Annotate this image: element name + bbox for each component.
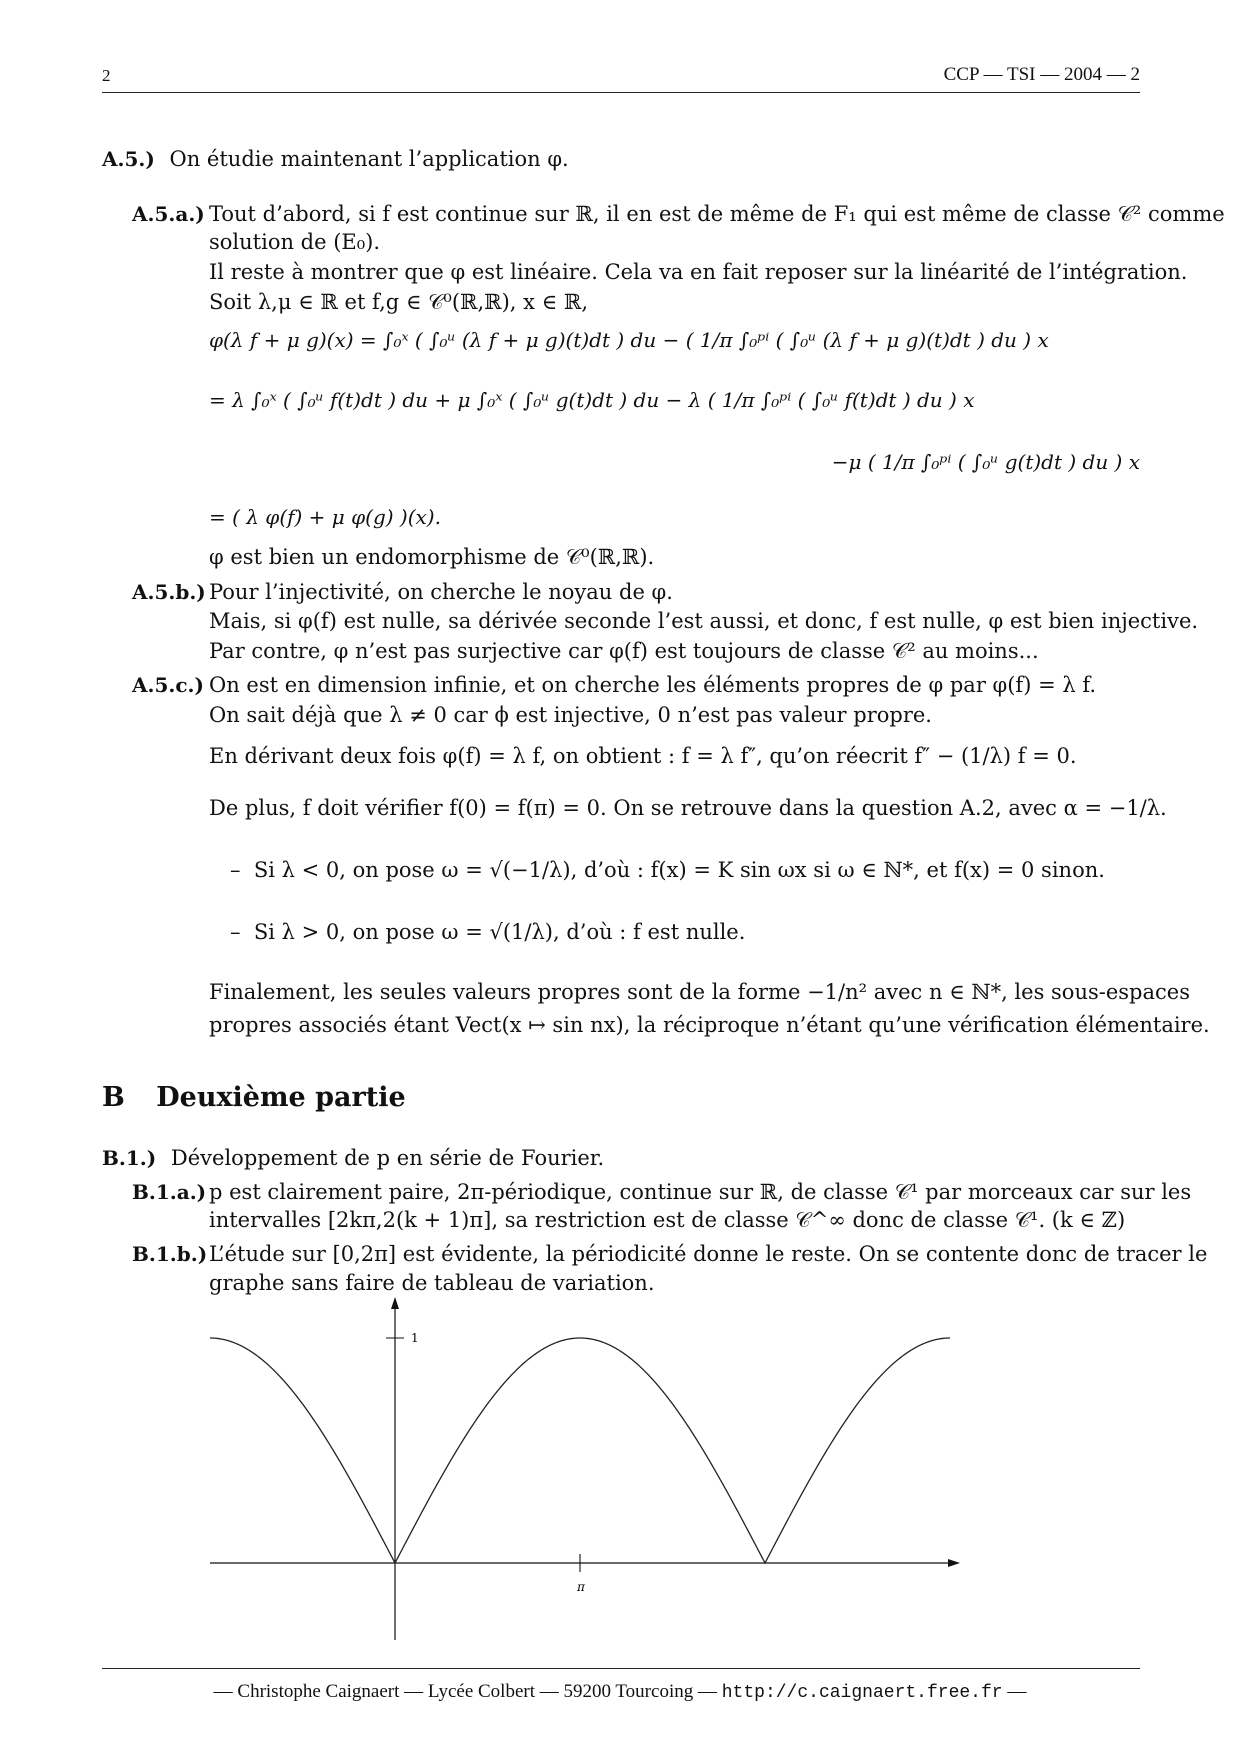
bullet-dash: – bbox=[230, 858, 254, 882]
A5a-math-2: = λ ∫₀ˣ ( ∫₀ᵘ f(t)dt ) du + μ ∫₀ˣ ( ∫₀ᵘ g(t)dt ) du − λ ( 1/π ∫₀ᵖⁱ ( ∫₀ᵘ f(t)dt ) du ) x bbox=[209, 388, 975, 412]
A5a-line-1: Tout d’abord, si f est continue sur ℝ, il en est de même de F₁ qui est même de classe 𝒞² comme bbox=[209, 202, 1225, 226]
A5c-line-1: On est en dimension infinie, et on cherche les éléments propres de φ par φ(f) = λ f. bbox=[209, 673, 1097, 697]
A5c-bullet-2 bbox=[230, 918, 745, 947]
section-B-letter: B bbox=[102, 1082, 125, 1113]
footer-rule bbox=[102, 1668, 1140, 1669]
A5c-bullet-2-text: Si λ > 0, on pose ω = √(1/λ), d’où : f est nulle. bbox=[253, 920, 746, 944]
page-number: 2 bbox=[102, 66, 111, 85]
A5a-conclusion: φ est bien un endomorphisme de 𝒞⁰(ℝ,ℝ). bbox=[209, 545, 655, 569]
A5b-line-2: Mais, si φ(f) est nulle, sa dérivée seconde l’est aussi, et donc, f est nulle, φ est bien injective. bbox=[209, 609, 1199, 633]
A5a-math-3: −μ ( 1/π ∫₀ᵖⁱ ( ∫₀ᵘ g(t)dt ) du ) x bbox=[831, 450, 1140, 474]
B1-label: B.1.) bbox=[102, 1146, 157, 1170]
header-rule bbox=[102, 92, 1140, 93]
section-B-heading bbox=[102, 1082, 406, 1113]
B1-text: Développement de p en série de Fourier. bbox=[170, 1146, 605, 1170]
A5b-line-3: Par contre, φ n’est pas surjective car φ(f) est toujours de classe 𝒞² au moins... bbox=[209, 639, 1039, 663]
graph-ticks bbox=[386, 1331, 586, 1594]
A5b-label: A.5.b.) bbox=[132, 580, 206, 604]
running-title: CCP — TSI — 2004 — 2 bbox=[943, 64, 1140, 85]
A5c-final-2: propres associés étant Vect(x ↦ sin nx), la réciproque n’étant qu’une vérification élémentaire. bbox=[209, 1013, 1210, 1037]
footer-text: — Christophe Caignaert — Lycée Colbert — 59200 Tourcoing — bbox=[213, 1681, 717, 1702]
B1b-line-1: L’étude sur [0,2π] est évidente, la périodicité donne le reste. On se contente donc de tracer le bbox=[209, 1242, 1208, 1266]
A5c-bullet-1 bbox=[230, 856, 1105, 885]
A5c-line-3: En dérivant deux fois φ(f) = λ f, on obtient : f = λ f″, qu’on réecrit f″ − (1/λ) f = 0. bbox=[209, 744, 1077, 768]
A5a-line-3: Il reste à montrer que φ est linéaire. Cela va en fait reposer sur la linéarité de l’intégration. bbox=[209, 260, 1188, 284]
A5-label: A.5.) bbox=[102, 147, 155, 171]
A5c-line-4: De plus, f doit vérifier f(0) = f(π) = 0. On se retrouve dans la question A.2, avec α = −1/λ. bbox=[209, 796, 1167, 820]
bullet-dash: – bbox=[230, 920, 254, 944]
x-tick-label-pi: π bbox=[577, 1580, 585, 1594]
A5a-math-1: φ(λ f + μ g)(x) = ∫₀ˣ ( ∫₀ᵘ (λ f + μ g)(t)dt ) du − ( 1/π ∫₀ᵖⁱ ( ∫₀ᵘ (λ f + μ g)(t)dt ) du ) x bbox=[209, 328, 1049, 352]
A5c-final-1: Finalement, les seules valeurs propres sont de la forme −1/n² avec n ∈ ℕ*, les sous-espaces bbox=[209, 980, 1190, 1004]
B1a-label: B.1.a.) bbox=[132, 1180, 207, 1204]
A5c-bullet-1-text: Si λ < 0, on pose ω = √(−1/λ), d’où : f(x) = K sin ωx si ω ∈ ℕ*, et f(x) = 0 sinon. bbox=[253, 858, 1105, 882]
A5b-line-1: Pour l’injectivité, on cherche le noyau de φ. bbox=[209, 580, 673, 604]
series-line-0 bbox=[210, 1338, 950, 1563]
y-axis-arrowhead bbox=[391, 1297, 399, 1309]
footer-end: — bbox=[1007, 1681, 1027, 1702]
A5-intro: On étudie maintenant l’application φ. bbox=[169, 147, 569, 171]
A5a-label: A.5.a.) bbox=[132, 202, 205, 226]
A5-heading bbox=[102, 145, 569, 174]
x-axis-arrowhead bbox=[948, 1559, 960, 1567]
y-tick-label-1: 1 bbox=[411, 1331, 419, 1345]
footer bbox=[0, 1681, 1240, 1703]
A5a-math-4: = ( λ φ(f) + μ φ(g) )(x). bbox=[209, 505, 441, 529]
A5c-line-2: On sait déjà que λ ≠ 0 car ϕ est injective, 0 n’est pas valeur propre. bbox=[209, 703, 932, 727]
B1a-line-1: p est clairement paire, 2π-périodique, continue sur ℝ, de classe 𝒞¹ par morceaux car sur les bbox=[209, 1180, 1192, 1204]
B1b-line-2: graphe sans faire de tableau de variation. bbox=[209, 1271, 655, 1295]
footer-url[interactable]: http://c.caignaert.free.fr bbox=[721, 1683, 1003, 1703]
A5a-line-4: Soit λ,μ ∈ ℝ et f,g ∈ 𝒞⁰(ℝ,ℝ), x ∈ ℝ, bbox=[209, 290, 589, 314]
graph-p bbox=[200, 1290, 980, 1650]
B1b-label: B.1.b.) bbox=[132, 1242, 208, 1266]
A5a-line-2: solution de (E₀). bbox=[209, 230, 381, 254]
section-B-title: Deuxième partie bbox=[156, 1082, 406, 1113]
A5c-label: A.5.c.) bbox=[132, 673, 204, 697]
B1-heading bbox=[102, 1144, 604, 1173]
B1a-line-2: intervalles [2kπ,2(k + 1)π], sa restriction est de classe 𝒞^∞ donc de classe 𝒞¹. (k ∈ ℤ) bbox=[209, 1208, 1126, 1232]
graph-axes bbox=[210, 1297, 960, 1640]
graph-curve bbox=[210, 1338, 950, 1563]
